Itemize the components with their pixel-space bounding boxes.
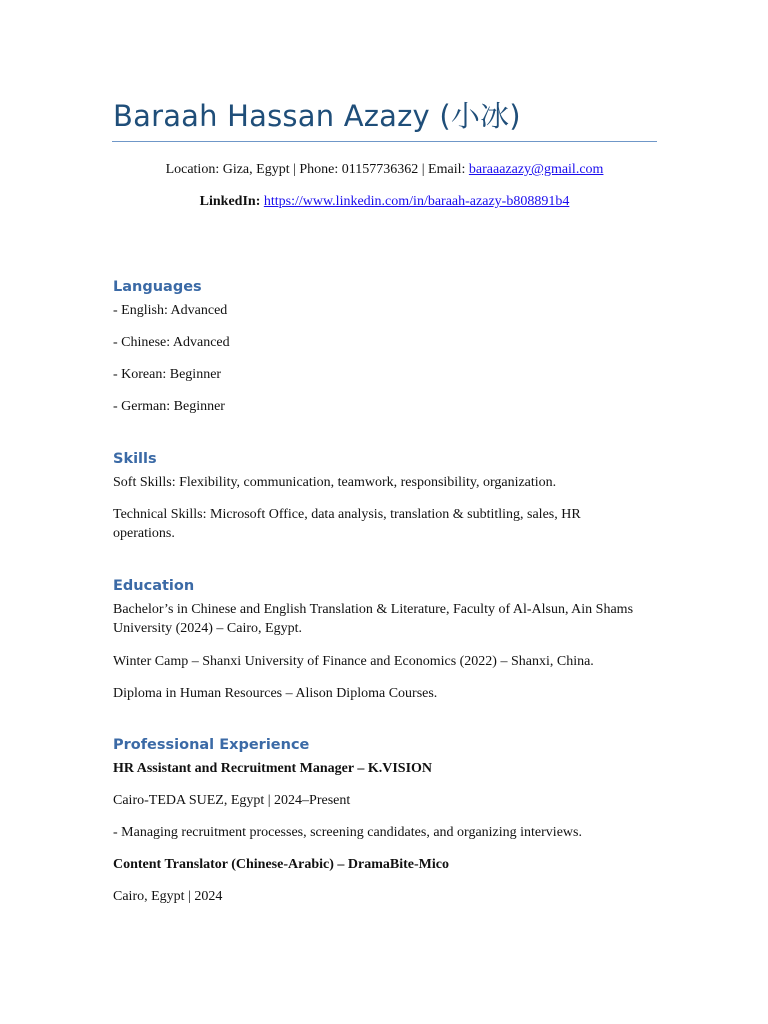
job-bullet: - Managing recruitment processes, screening candidates, and organizing interviews. (113, 825, 582, 840)
linkedin-label: LinkedIn: (199, 194, 261, 209)
education-item-winter-camp: Winter Camp – Shanxi University of Finance and Economics (2022) – Shanxi, China. (113, 654, 594, 669)
language-item-english: - English: Advanced (113, 303, 228, 318)
education-item-bachelor: Bachelor’s in Chinese and English Translation & Literature, Faculty of Al-Alsun, Ain Shams University (2024) – Cairo, Egypt. (113, 602, 634, 636)
skills-heading: Skills (113, 451, 157, 467)
technical-skills: Technical Skills: Microsoft Office, data analysis, translation & subtitling, sales, HR operations. (113, 507, 581, 541)
language-item-korean: - Korean: Beginner (113, 367, 222, 382)
job-meta: Cairo, Egypt | 2024 (113, 889, 223, 904)
linkedin-line (112, 194, 657, 210)
soft-skills: Soft Skills: Flexibility, communication, teamwork, responsibility, organization. (113, 475, 557, 490)
language-item-chinese: - Chinese: Advanced (113, 335, 230, 350)
experience-heading: Professional Experience (113, 737, 310, 753)
job-meta: Cairo-TEDA SUEZ, Egypt | 2024–Present (113, 793, 351, 808)
email-link[interactable]: baraaazazy@gmail.com (468, 162, 604, 177)
job-title: Content Translator (Chinese-Arabic) – DramaBite-Mico (113, 857, 449, 872)
languages-heading: Languages (113, 279, 202, 295)
contact-line (112, 162, 657, 178)
education-item-diploma: Diploma in Human Resources – Alison Diploma Courses. (113, 686, 438, 701)
job-title: HR Assistant and Recruitment Manager – K.VISION (113, 761, 433, 776)
candidate-name: Baraah Hassan Azazy (小冰) (113, 99, 521, 133)
language-item-german: - German: Beginner (113, 399, 225, 414)
contact-details: Location: Giza, Egypt | Phone: 01157736362 | Email: (165, 162, 469, 177)
linkedin-link[interactable]: https://www.linkedin.com/in/baraah-azazy-b808891b4 (263, 194, 570, 209)
education-heading: Education (113, 578, 195, 594)
title-underline (112, 141, 657, 142)
